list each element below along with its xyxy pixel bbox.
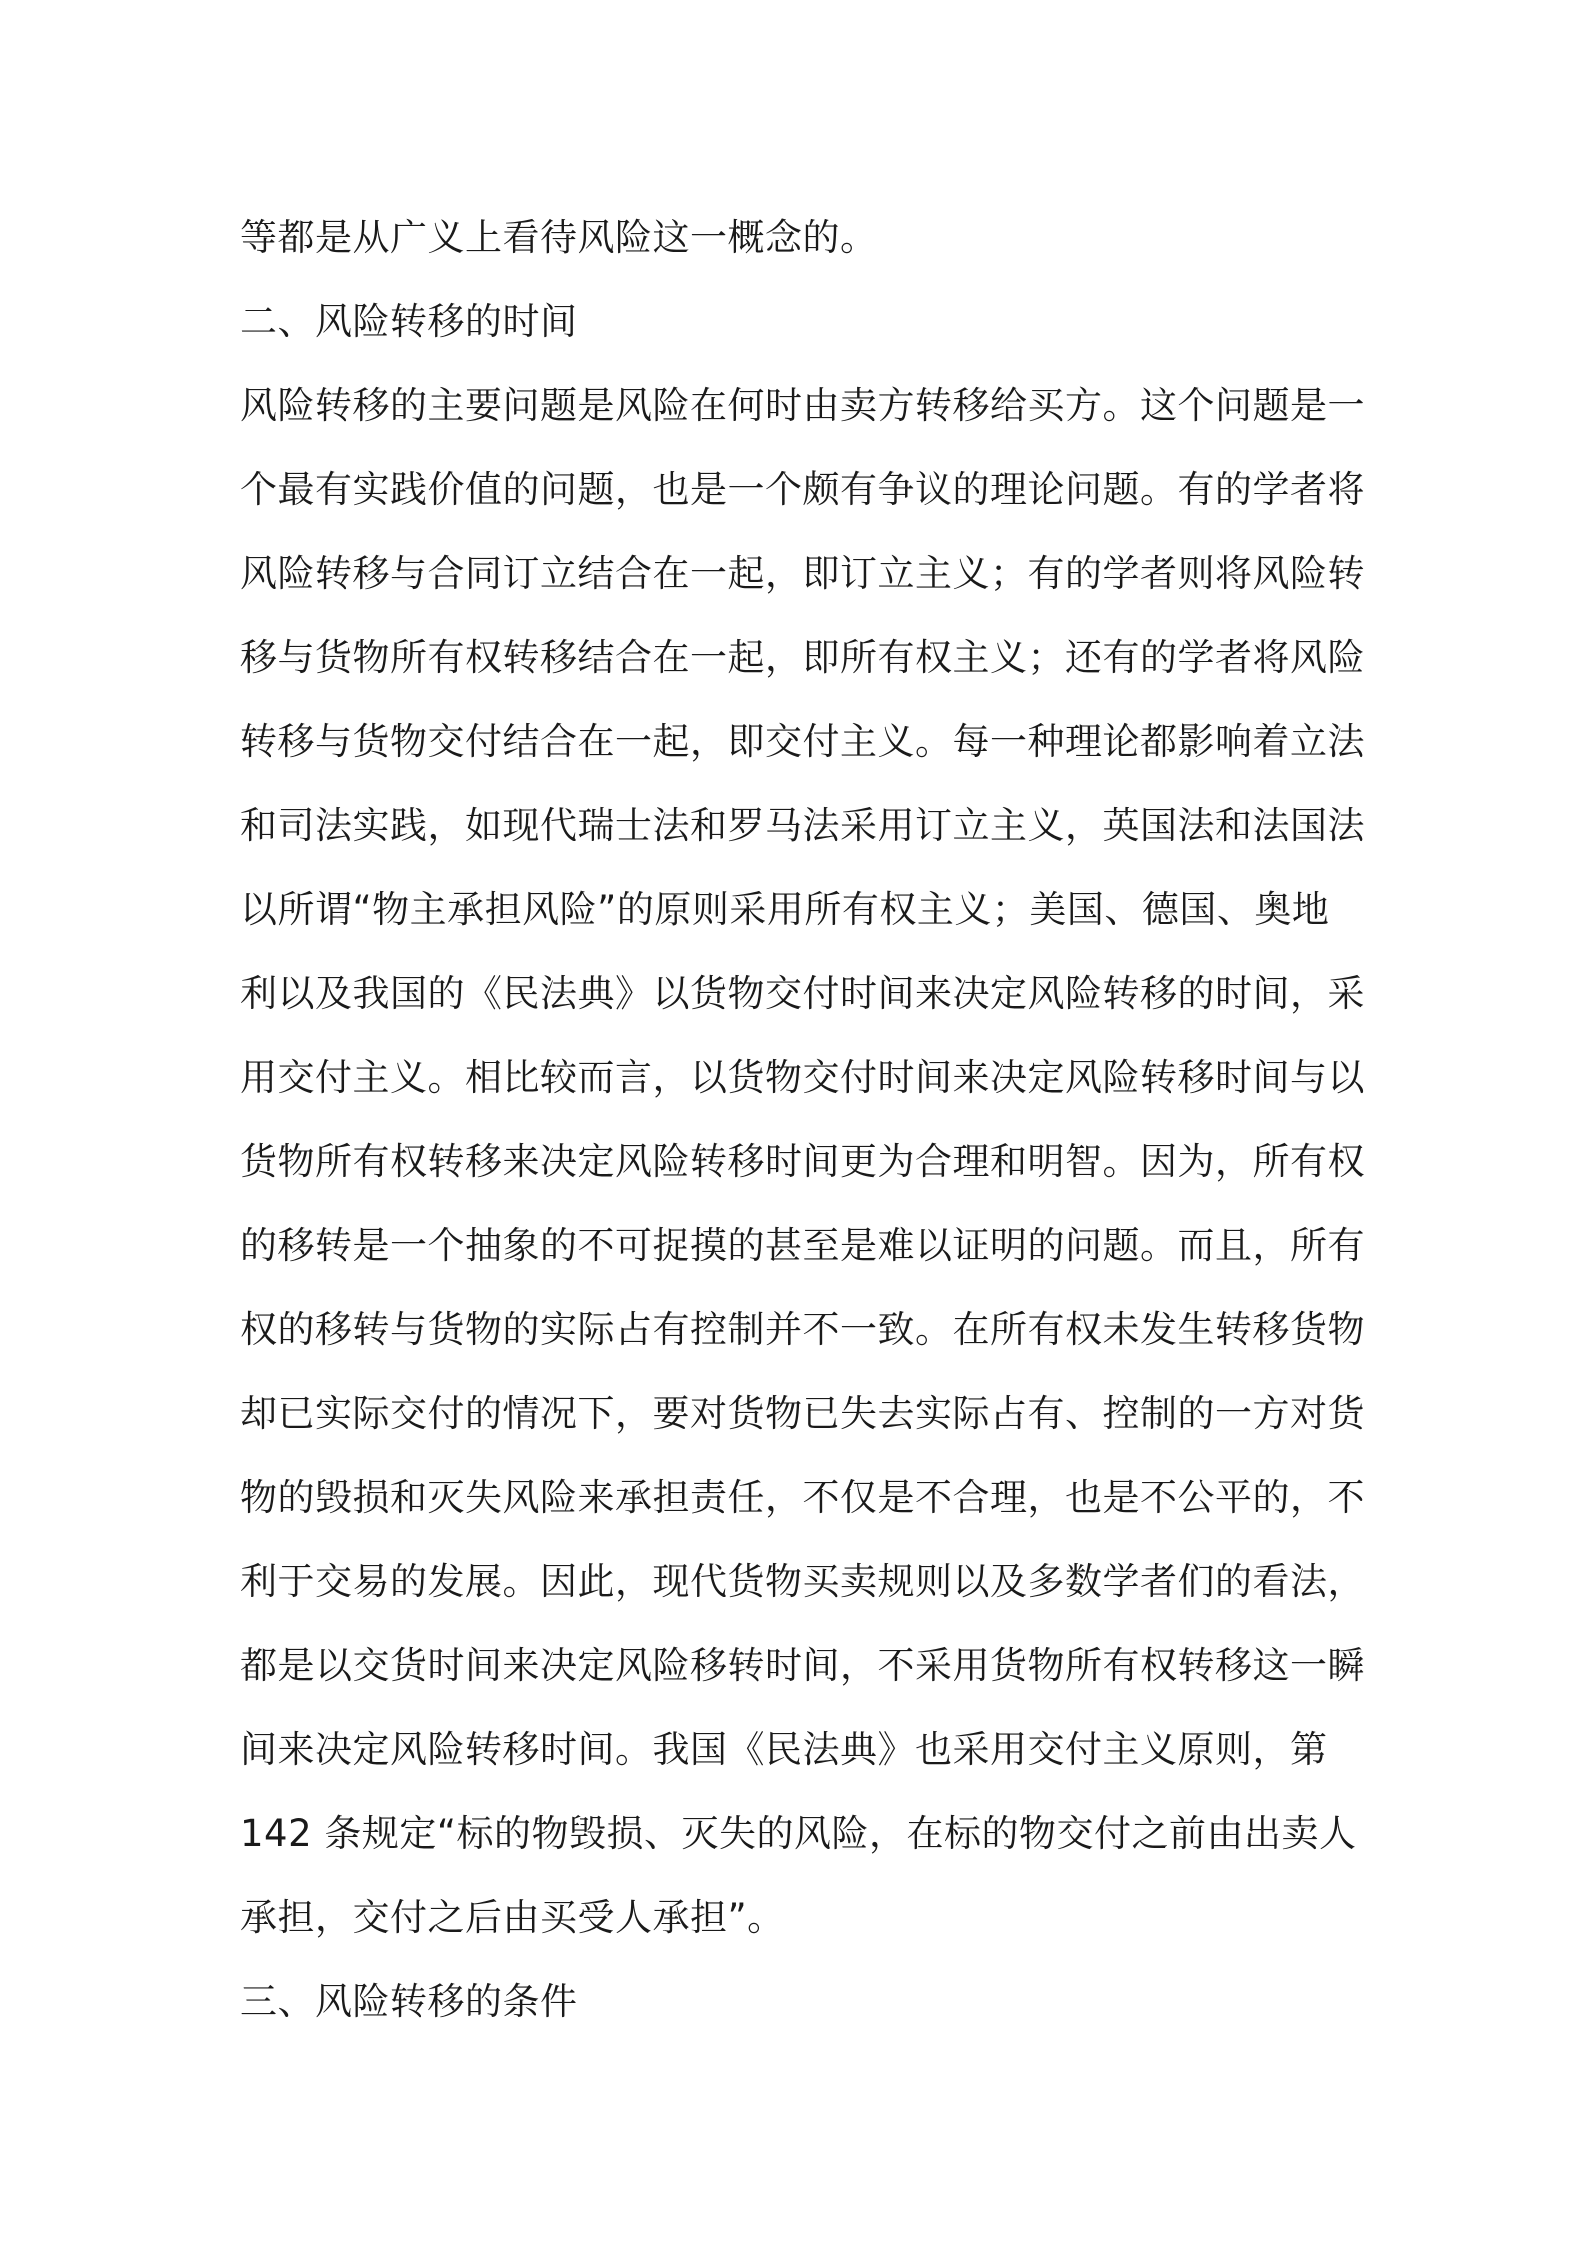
paragraph-line: 利于交易的发展。因此，现代货物买卖规则以及多数学者们的看法，	[240, 1560, 1365, 1603]
paragraph-line: 移与货物所有权转移结合在一起，即所有权主义；还有的学者将风险	[240, 636, 1365, 679]
paragraph-line: 以所谓“物主承担风险”的原则采用所有权主义；美国、德国、奥地	[240, 888, 1330, 931]
paragraph-line: 风险转移的主要问题是风险在何时由卖方转移给买方。这个问题是一	[240, 384, 1365, 427]
paragraph-line: 个最有实践价值的问题，也是一个颇有争议的理论问题。有的学者将	[240, 468, 1365, 511]
paragraph-line: 和司法实践，如现代瑞士法和罗马法采用订立主义，英国法和法国法	[240, 804, 1365, 847]
paragraph-line: 的移转是一个抽象的不可捉摸的甚至是难以证明的问题。而且，所有	[240, 1224, 1365, 1267]
paragraph-line: 转移与货物交付结合在一起，即交付主义。每一种理论都影响着立法	[240, 720, 1365, 763]
paragraph-line: 间来决定风险转移时间。我国《民法典》也采用交付主义原则，第	[240, 1728, 1328, 1771]
paragraph-line: 货物所有权转移来决定风险转移时间更为合理和明智。因为，所有权	[240, 1140, 1365, 1183]
document-page	[240, 196, 1365, 2044]
intro-line: 等都是从广义上看待风险这一概念的。	[240, 216, 878, 259]
paragraph-line: 承担，交付之后由买受人承担”。	[240, 1896, 785, 1939]
section-heading-risk-transfer-conditions: 三、风险转移的条件	[240, 1980, 578, 2023]
paragraph-line: 风险转移与合同订立结合在一起，即订立主义；有的学者则将风险转	[240, 552, 1365, 595]
paragraph-risk-transfer-time	[240, 364, 1365, 1960]
paragraph-line: 用交付主义。相比较而言，以货物交付时间来决定风险转移时间与以	[240, 1056, 1365, 1099]
paragraph-line: 都是以交货时间来决定风险移转时间，不采用货物所有权转移这一瞬	[240, 1644, 1365, 1687]
paragraph-line: 142 条规定“标的物毁损、灭失的风险，在标的物交付之前由出卖人	[240, 1812, 1357, 1855]
paragraph-line: 利以及我国的《民法典》以货物交付时间来决定风险转移的时间，采	[240, 972, 1365, 1015]
section-heading-risk-transfer-time: 二、风险转移的时间	[240, 300, 578, 343]
paragraph-line: 物的毁损和灭失风险来承担责任，不仅是不合理，也是不公平的，不	[240, 1476, 1365, 1519]
paragraph-line: 权的移转与货物的实际占有控制并不一致。在所有权未发生转移货物	[240, 1308, 1365, 1351]
paragraph-line: 却已实际交付的情况下，要对货物已失去实际占有、控制的一方对货	[240, 1392, 1365, 1435]
